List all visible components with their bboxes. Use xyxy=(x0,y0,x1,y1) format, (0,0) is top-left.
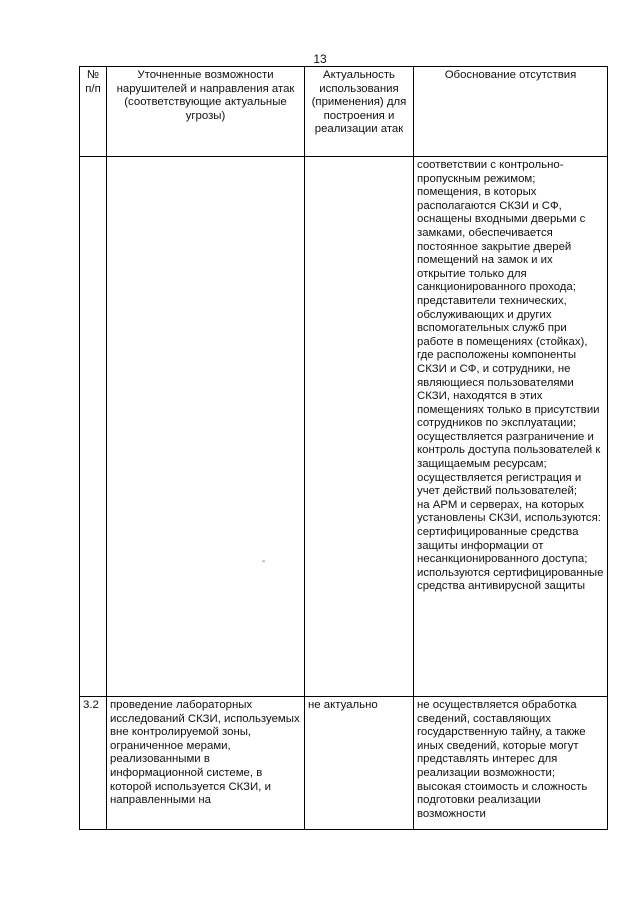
cell-capability xyxy=(107,157,305,697)
table-row-3-2 xyxy=(80,697,608,830)
scan-artifact-mark: - xyxy=(262,556,266,567)
cell-number: 3.2 xyxy=(80,697,107,830)
table-row-continued xyxy=(80,157,608,697)
cell-relevance: не актуально xyxy=(305,697,414,830)
page-number: 13 xyxy=(313,52,327,66)
threats-table xyxy=(79,66,608,830)
cell-justification: не осуществляется обработка сведений, составляющих государственную тайну, а также иных сведений, которые могут представлять интерес для реализации возможности; высокая стоимость и сложность подготовки реализации возможности xyxy=(414,697,608,830)
cell-justification: соответствии с контрольно-пропускным режимом; помещения, в которых располагаются СКЗИ и СФ, оснащены входными дверьми с замками, обеспечивается постоянное закрытие дверей помещений на замок и их открытие только для санкционированного прохода; представители технических, обслуживающих и других вспомогательных служб при работе в помещениях (стойках), где расположены компоненты СКЗИ и СФ, и сотрудники, не являющиеся пользователями СКЗИ, находятся в этих помещениях только в присутствии сотрудников по эксплуатации; осуществляется разграничение и контроль доступа пользователей к защищаемым ресурсам; осуществляется регистрация и учет действий пользователей; на АРМ и серверах, на которых установлены СКЗИ, используются: сертифицированные средства защиты информации от несанкционированного доступа; используются сертифицированные средства антивирусной защиты xyxy=(414,157,608,697)
cell-capability: проведение лабораторных исследований СКЗИ, используемых вне контролируемой зоны, ограниченное мерами, реализованными в информационной системе, в которой используется СКЗИ, и направленными на xyxy=(107,697,305,830)
cell-relevance xyxy=(305,157,414,697)
header-capabilities: Уточненные возможности нарушителей и направления атак (соответствующие актуальные угрозы) xyxy=(107,67,305,157)
cell-number xyxy=(80,157,107,697)
header-justification: Обоснование отсутствия xyxy=(414,67,608,157)
header-number: № п/п xyxy=(80,67,107,157)
header-relevance: Актуальность использования (применения) для построения и реализации атак xyxy=(305,67,414,157)
table-header-row xyxy=(80,67,608,157)
